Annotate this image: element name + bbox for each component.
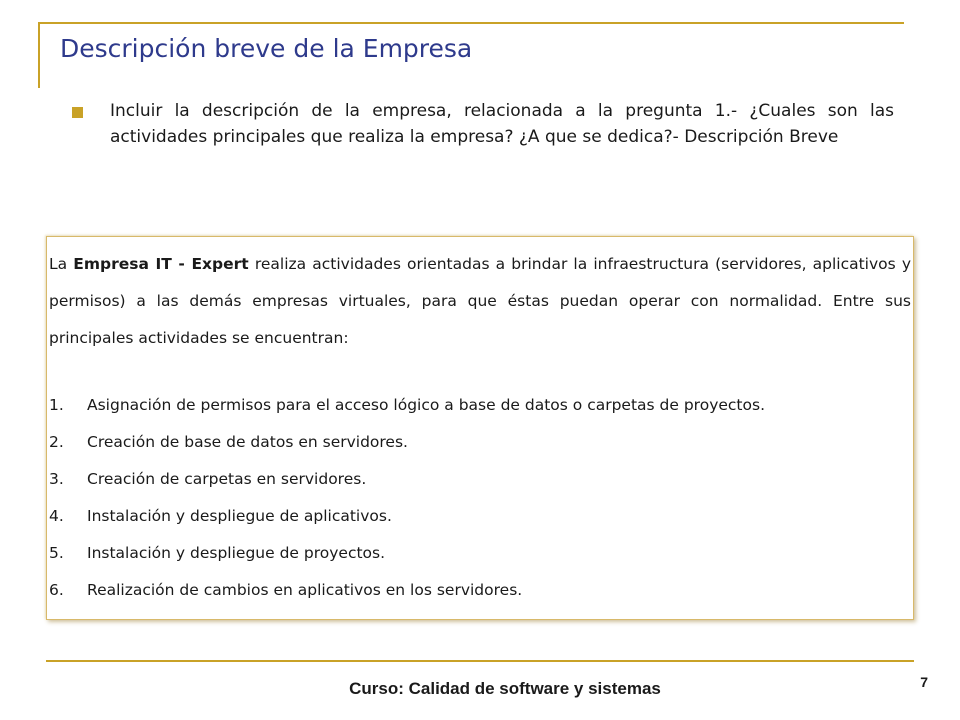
list-item-text: Instalación y despliegue de proyectos.	[87, 544, 386, 562]
list-item-text: Instalación y despliegue de aplicativos.	[87, 507, 392, 525]
company-name: Empresa IT - Expert	[73, 255, 249, 273]
list-item	[49, 461, 913, 498]
list-item	[49, 424, 913, 461]
content-box	[46, 236, 914, 620]
list-item-number: 5.	[49, 544, 64, 562]
activity-list	[49, 387, 913, 609]
list-item-text: Creación de carpetas en servidores.	[87, 470, 367, 488]
list-item-text: Creación de base de datos en servidores.	[87, 433, 408, 451]
intro-rest: realiza actividades orientadas a brindar la infraestructura (servidores, aplicativos y permisos) a las demás empresas virtuales, para que éstas puedan operar con normalidad. Entre sus principales actividades se encuentran:	[49, 255, 911, 347]
intro-prefix: La	[49, 255, 74, 273]
page-number: 7	[920, 674, 928, 690]
list-item	[49, 387, 913, 424]
bullet-text: Incluir la descripción de la empresa, relacionada a la pregunta 1.- ¿Cuales son las actividades principales que realiza la empresa? ¿A que se dedica?- Descripción Breve	[110, 101, 894, 147]
list-item-text: Asignación de permisos para el acceso lógico a base de datos o carpetas de proyectos.	[87, 396, 765, 414]
title-frame-horizontal-line	[38, 22, 904, 24]
list-item-number: 3.	[49, 470, 64, 488]
list-item-number: 2.	[49, 433, 64, 451]
list-item-text: Realización de cambios en aplicativos en los servidores.	[87, 581, 523, 599]
list-item-number: 6.	[49, 581, 64, 599]
list-item	[49, 572, 913, 609]
intro-paragraph	[49, 246, 913, 357]
list-item-number: 1.	[49, 396, 64, 414]
footer-divider	[46, 660, 914, 662]
list-item	[49, 535, 913, 572]
square-bullet-icon	[72, 107, 83, 118]
title-frame-vertical-line	[38, 22, 40, 88]
footer-course-title: Curso: Calidad de software y sistemas	[349, 679, 661, 698]
list-item	[49, 498, 913, 535]
list-item-number: 4.	[49, 507, 64, 525]
slide-title: Descripción breve de la Empresa	[60, 34, 473, 63]
bullet-item	[72, 98, 894, 150]
